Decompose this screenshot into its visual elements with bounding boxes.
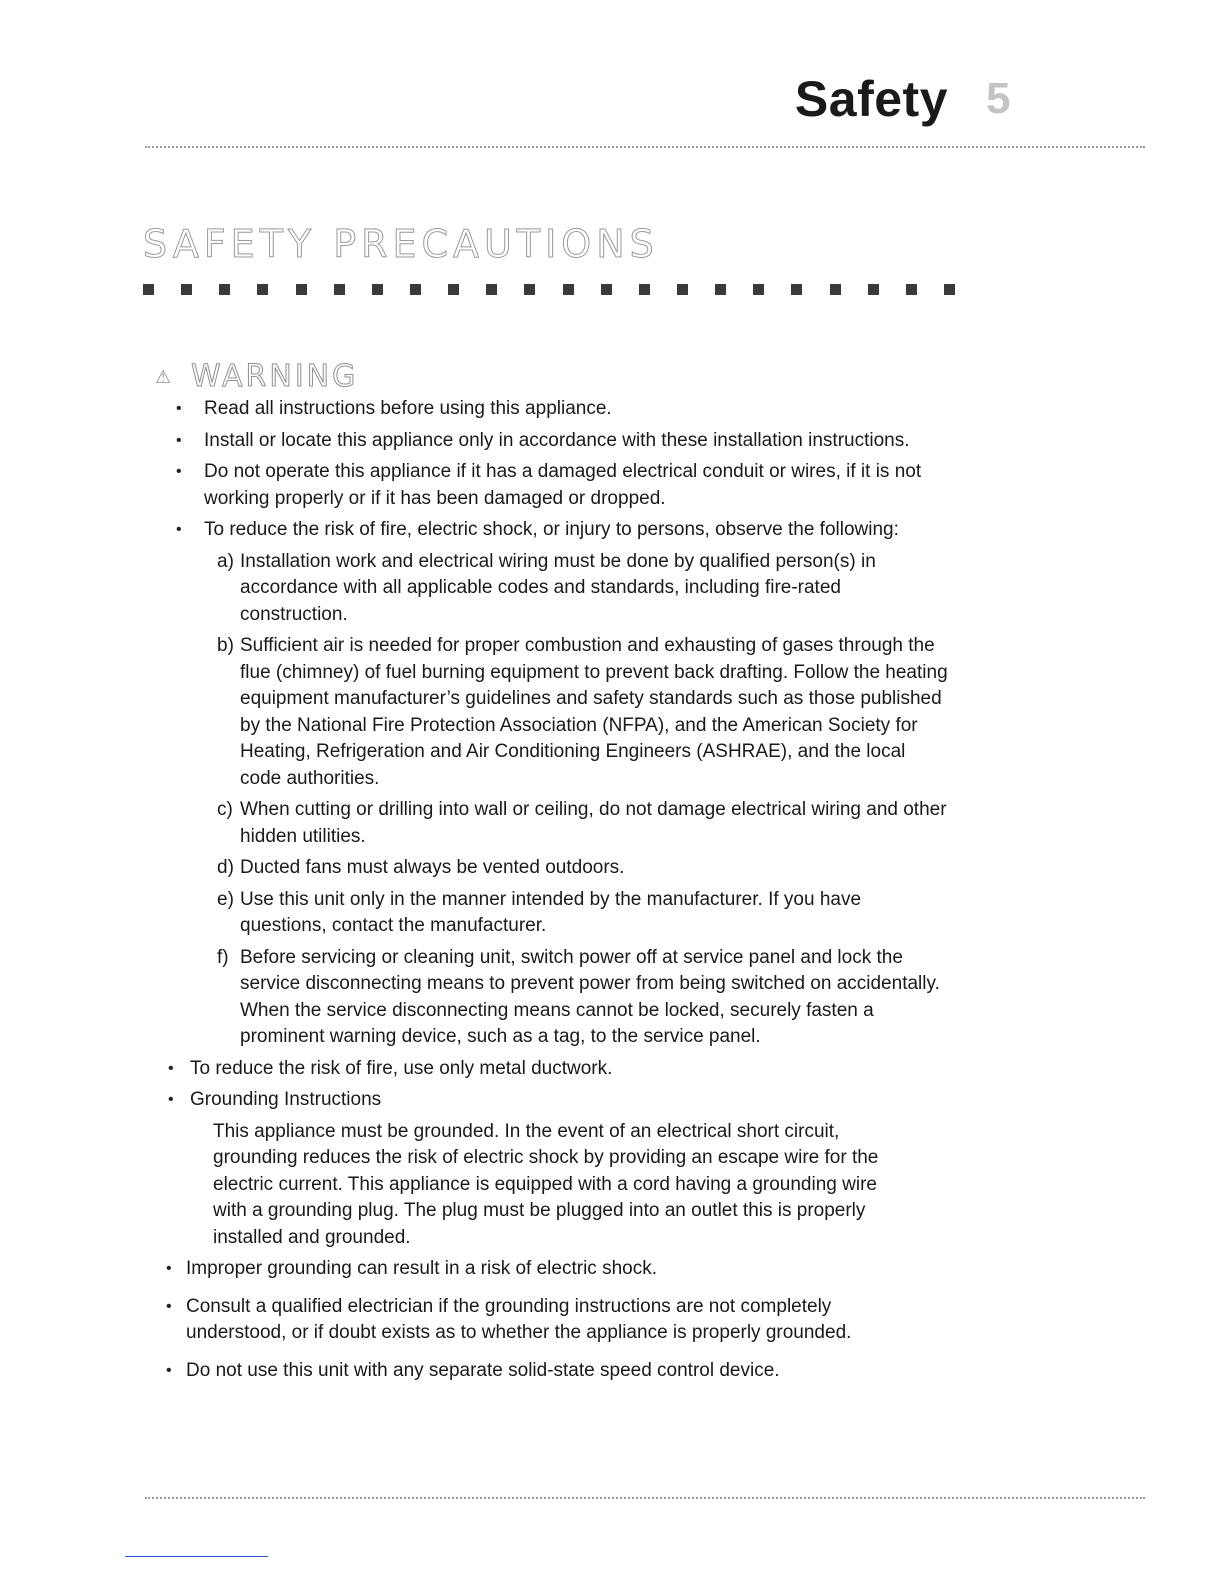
list-item: • Consult a qualified electrician if the grounding instructions are not completely understood, or if doubt exists as to whether the appliance is properly grounded.: [166, 1295, 852, 1343]
bullet-icon: •: [166, 1361, 172, 1379]
decorative-square-row: [143, 284, 955, 298]
bullet-icon: •: [176, 521, 182, 538]
warning-triangle-icon: ⚠: [155, 366, 175, 388]
bullet-icon: •: [168, 1091, 174, 1108]
grounding-instructions-body: This appliance must be grounded. In the event of an electrical short circuit, grounding reduces the risk of electric shock by providing an escape wire for the electric current. This appliance is equipped with a cord having a grounding wire with a grounding plug. The plug must be plugged into an outlet this is properly installed and grounded.: [213, 1120, 879, 1248]
sub-item-a: a) Installation work and electrical wiring must be done by qualified person(s) in accordance with all applicable codes and standards, including fire-rated construction.: [217, 550, 876, 625]
footer-divider: [145, 1497, 1145, 1499]
page-title: Safety: [794, 71, 948, 127]
list-item: • Improper grounding can result in a risk of electric shock.: [186, 1256, 956, 1283]
bullet-icon: •: [166, 1260, 172, 1277]
list-item: • Do not operate this appliance if it has a damaged electrical conduit or wires, if it is not working properly or if it has been damaged or dropped.: [176, 461, 922, 509]
sub-item-d: d) Ducted fans must always be vented outdoors.: [217, 857, 625, 878]
header-divider: [145, 146, 1145, 148]
list-item: • Do not use this unit with any separate solid-state speed control device.: [186, 1358, 956, 1385]
page-number: 5: [986, 74, 1011, 123]
section-title: SAFETY PRECAUTIONS: [143, 222, 659, 266]
footer-underline: [125, 1556, 268, 1557]
sub-item-e: e) Use this unit only in the manner intended by the manufacturer. If you have questions, contact the manufacturer.: [217, 888, 862, 936]
sub-item-f: f) Before servicing or cleaning unit, switch power off at service panel and lock the service disconnecting means to prevent power from being switched on accidentally. When the service disconnecting means cannot be locked, securely fasten a prominent warning device, such as a tag, to the service panel.: [217, 946, 940, 1047]
bullet-icon: •: [166, 1297, 172, 1315]
list-item: • To reduce the risk of fire, use only metal ductwork.: [190, 1056, 960, 1083]
sub-item-c: c) When cutting or drilling into wall or ceiling, do not damage electrical wiring and other hidden utilities.: [217, 799, 947, 847]
bullet-icon: •: [176, 431, 182, 449]
bullet-icon: •: [176, 400, 182, 417]
safety-instructions: [0, 394, 1224, 1384]
bullet-icon: •: [176, 463, 182, 480]
list-item: • Grounding Instructions: [190, 1087, 960, 1114]
list-item: • To reduce the risk of fire, electric shock, or injury to persons, observe the following:: [204, 517, 964, 544]
list-item: • Read all instructions before using this appliance.: [204, 396, 964, 423]
warning-heading: [155, 359, 358, 394]
sub-item-b: b) Sufficient air is needed for proper combustion and exhausting of gases through the flue (chimney) of fuel burning equipment to prevent back drafting. Follow the heating equipment manufacturer’s guidelines and safety standards such as those published by the National Fire Protection Association (NFPA), and the American Society for Heating, Refrigeration and Air Conditioning Engineers (ASHRAE), and the local code authorities.: [217, 635, 948, 789]
bullet-icon: •: [168, 1059, 174, 1077]
warning-heading-text: WARNING: [191, 359, 359, 394]
list-item: • Install or locate this appliance only in accordance with these installation instructions.: [204, 428, 964, 455]
